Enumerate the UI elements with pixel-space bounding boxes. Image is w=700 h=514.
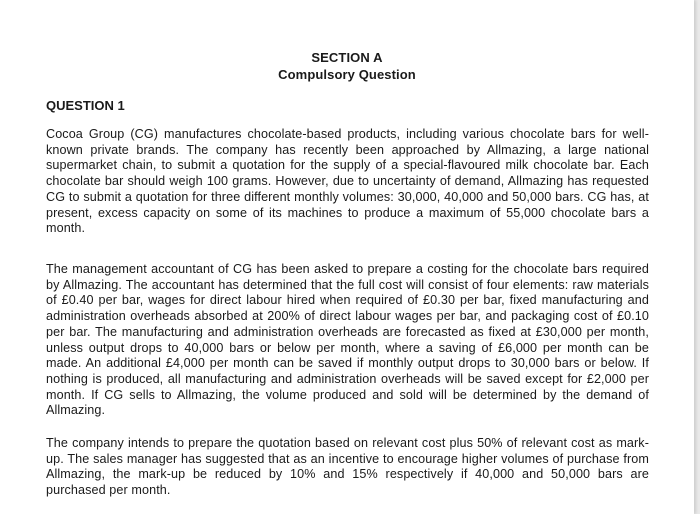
section-subtitle: Compulsory Question <box>278 67 416 82</box>
paragraph-costing-details: The management accountant of CG has been asked to prepare a costing for the chocolate bars required by Allmazing. The accountant has determined that the full cost will consist of four elements: raw materials of £0.40 per bar, wages for direct labour hired when required of £0.30 per bar, fixed manufacturing and administration overheads absorbed at 200% of direct labour wages per bar, and packaging cost of £0.10 per bar. The manufacturing and administration overheads are forecasted as fixed at £30,000 per month, unless output drops to 40,000 bars or below per month, where a saving of £6,000 per month can be made. An additional £4,000 per month can be saved if monthly output drops to 30,000 bars or below. If nothing is produced, all manufacturing and administration overheads will be saved except for £2,000 per month. If CG sells to Allmazing, the volume produced and sold will be determined by the demand of Allmazing. <box>46 262 649 418</box>
paragraph-company-background: Cocoa Group (CG) manufactures chocolate-based products, including various chocolate bars for well-known private brands. The company has recently been approached by Allmazing, a large national supermarket chain, to submit a quotation for the supply of a special-flavoured milk chocolate bar. Each chocolate bar should weigh 100 grams. However, due to uncertainty of demand, Allmazing has requested CG to submit a quotation for three different monthly volumes: 30,000, 40,000 and 50,000 bars. CG has, at present, excess capacity on some of its machines to produce a maximum of 55,000 chocolate bars a month. <box>46 127 649 236</box>
paragraph-quotation-markup: The company intends to prepare the quotation based on relevant cost plus 50% of relevant cost as mark-up. The sales manager has suggested that as an incentive to encourage higher volumes of purchase from Allmazing, the mark-up be reduced by 10% and 15% respectively if 40,000 and 50,000 bars are purchased per month. <box>46 436 649 498</box>
question-title: QUESTION 1 <box>46 98 125 113</box>
section-title: SECTION A <box>311 50 383 65</box>
